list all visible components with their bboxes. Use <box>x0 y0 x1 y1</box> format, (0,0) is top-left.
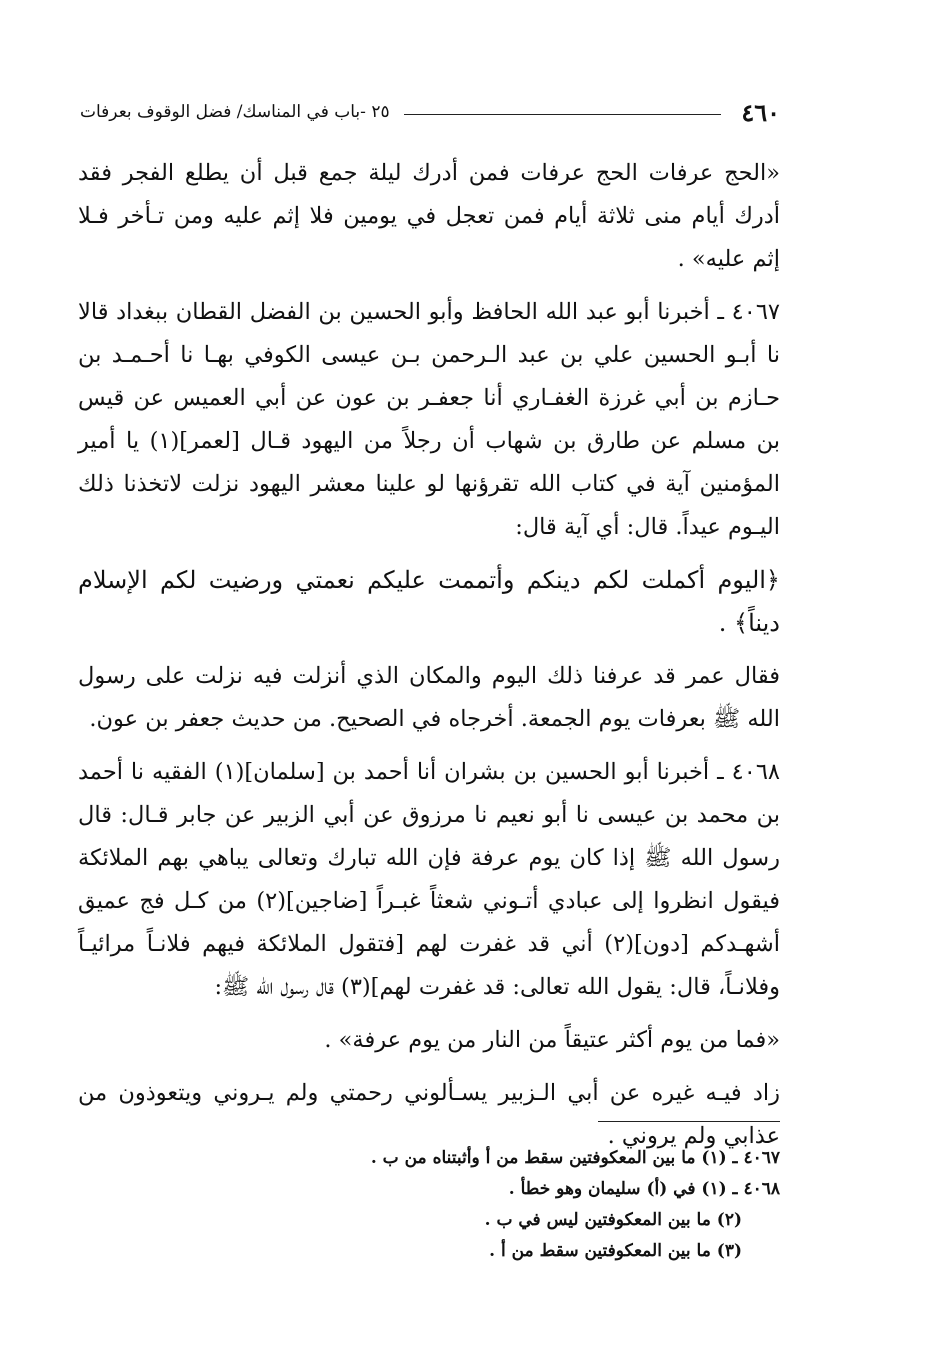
header-rule <box>404 114 722 115</box>
footnote-4068-3: (٣) ما بين المعكوفتين سقط من أ . <box>489 1241 742 1261</box>
quran-verse-paragraph: ﴿اليوم أكملت لكم دينكم وأتممت عليكم نعمتي ورضيت لكم الإسلام ديناً﴾ . <box>78 566 780 637</box>
page-number: ٤٦٠ <box>741 97 780 127</box>
prophet-saying-paragraph: «فما من يوم أكثر عتيقاً من النار من يوم عرفة» . <box>324 1027 780 1053</box>
page-header <box>80 92 780 132</box>
hadith-4067-paragraph: ٤٠٦٧ ـ أخبرنا أبو عبد الله الحافظ وأبو الحسين بن الفضل القطان ببغداد قالا نا أبـو الحسين علي بن عبد الـرحمن بـن عيسى الكوفي بهـا نا أحـمـد بن حـازم بن أبي غرزة الغفـاري أنا جعفـر بن عون عن أبي العميس عن قيس بن مسلم عن طارق بن شهاب أن رجلاً من اليهود قـال [لعمر](١) يا أمير المؤمنين آية في كتاب الله تقرؤنها لو علينا معشر اليهود نزلت لاتخذنا ذلك اليـوم عيداً. قال: أي آية قال: <box>78 299 780 540</box>
hadith-ending-paragraph: «الحج عرفات الحج عرفات فمن أدرك ليلة جمع قبل أن يطلع الفجر فقد أدرك أيام منى ثلاثة أيام فمن تعجل في يومين فلا إثم عليه ومن تـأخر فـلا إثم عليه» . <box>78 160 780 272</box>
hadith-4068-paragraph: ٤٠٦٨ ـ أخبرنا أبو الحسين بن بشران أنا أحمد بن [سلمان](١) الفقيه نا أحمد بن محمد بن عيسى نا أبو نعيم نا مرزوق عن أبي الزبير عن جابر قـال: قال رسول الله ﷺ إذا كان يوم عرفة فإن الله تبارك وتعالى يباهي بهم الملائكة فيقول انظروا إلى عبادي أتـوني شعثاً غبـراً [ضاجين](٢) من كـل فج عميق أشهـدكم [دون](٢) أني قد غفرت لهم [فتقول الملائكة فيهم فلانـاً مرائيـاً وفلانـاً، قال: يقول الله تعالى: قد غفرت لهم](٣) قال رسول الله ﷺ: <box>78 759 780 1000</box>
footnote-rule <box>598 1121 780 1122</box>
addition-paragraph: زاد فيـه غيره عن أبي الـزبير يسـألوني رحمتي ولم يـروني ويتعوذون من عذابي ولم يروني . <box>78 1080 780 1149</box>
running-title: ٢٥ -باب في المناسك/ فضل الوقوف بعرفات <box>80 102 390 122</box>
footnotes <box>120 1143 780 1267</box>
umar-reply-paragraph: فقال عمر قد عرفنا ذلك اليوم والمكان الذي أنزلت فيه نزلت على رسول الله ﷺ بعرفات يوم الجمعة. أخرجاه في الصحيح. من حديث جعفر بن عون. <box>78 663 780 732</box>
footnote-4067-1: ٤٠٦٧ ـ (١) ما بين المعكوفتين سقط من أ وأثبتناه من ب . <box>370 1148 780 1168</box>
footnote-4068-1: ٤٠٦٨ ـ (١) في (أ) سليمان وهو خطأ . <box>508 1179 780 1199</box>
footnote-4068-2: (٢) ما بين المعكوفتين ليس في ب . <box>484 1210 742 1230</box>
main-text <box>78 152 780 1168</box>
